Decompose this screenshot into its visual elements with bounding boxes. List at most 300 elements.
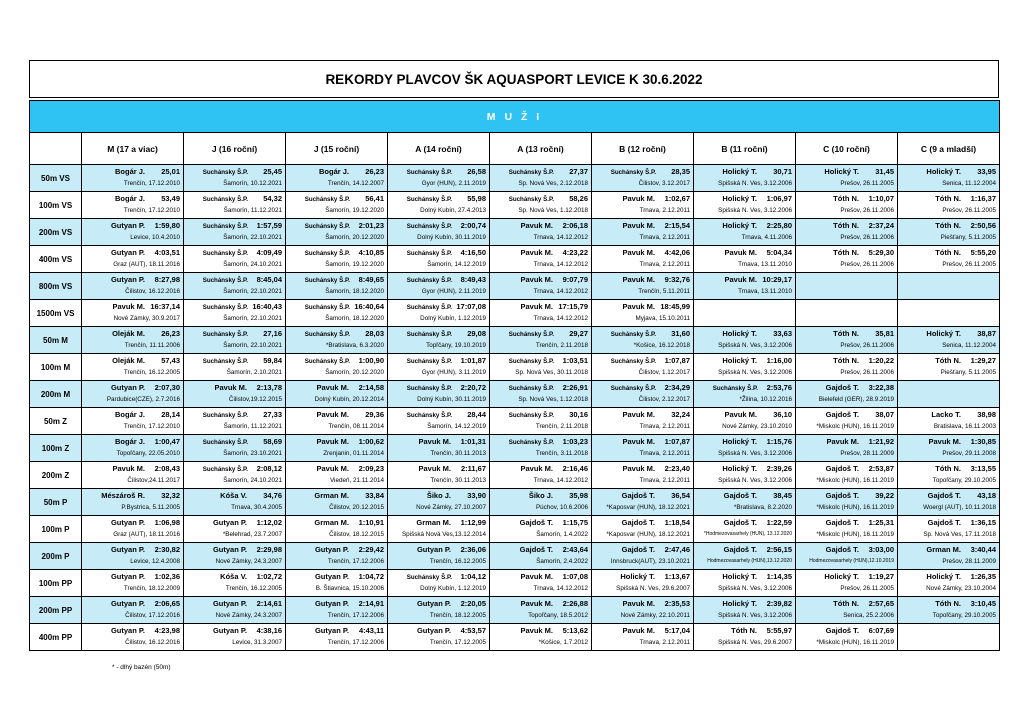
swimmer-name: Suchánsky Š.P.	[202, 358, 248, 365]
record-place-date: Čilistov, 18.12.2015	[329, 531, 384, 538]
record-place-date: Čilistov, 1.12.2017	[638, 369, 690, 376]
swimmer-name: Gutyan P.	[416, 545, 451, 554]
record-time: 30,71	[773, 167, 792, 176]
record-place-date: Dolný Kubín, 27.4.2013	[420, 207, 486, 214]
record-top-line	[390, 329, 486, 340]
swimmer-name: Suchánsky Š.P.	[406, 574, 452, 581]
record-top-line	[594, 599, 690, 610]
record-place-date: Sp. Nová Ves, 30.11.2018	[515, 369, 588, 376]
swimmer-name: Suchánsky Š.P.	[202, 331, 248, 338]
record-time: 2:23,40	[664, 464, 690, 473]
record-time: 2:14,58	[358, 383, 384, 392]
category-header: B (12 roční)	[592, 133, 694, 165]
swimmer-name: Gutyan P.	[212, 545, 247, 554]
record-place-date: Trenčín, 14.12.2007	[327, 180, 384, 187]
record-time: 33,84	[365, 491, 384, 500]
record-time: 1:04,72	[358, 572, 384, 581]
record-time: 1:30,85	[970, 437, 997, 446]
record-place-date: *Miskolc (HUN), 16.11.2019	[816, 639, 894, 646]
record-cell	[82, 354, 184, 381]
record-top-line	[696, 599, 792, 610]
record-top-line	[798, 572, 894, 583]
record-cell	[592, 624, 694, 651]
swimmer-name: Suchánsky Š.P.	[406, 169, 452, 176]
swimmer-name: Suchánsky Š.P.	[202, 466, 248, 473]
record-cell	[796, 543, 898, 570]
swimmer-name: Suchánsky Š.P.	[202, 169, 248, 176]
records-table	[29, 100, 1000, 651]
record-time: 2:07,30	[154, 383, 180, 392]
record-place-date: Trnava, 14.12.2012	[533, 315, 588, 322]
record-time: 1:25,31	[868, 518, 894, 527]
record-top-line	[84, 275, 180, 286]
record-time: 1:10,07	[868, 194, 894, 203]
record-cell	[694, 192, 796, 219]
swimmer-name: Gutyan P.	[110, 275, 145, 284]
record-time: 17:07,08	[456, 302, 486, 311]
record-time: 4:03,51	[154, 248, 180, 257]
record-place-date: Prešov, 26.11.2006	[840, 234, 894, 241]
record-top-line	[594, 626, 690, 637]
record-time: 3:10,45	[970, 599, 997, 608]
record-top-line	[186, 302, 282, 313]
record-place-date: Innsbruck(AUT), 23.10.2021	[610, 558, 690, 565]
record-place-date: Šamorín, 22.10.2021	[223, 342, 282, 349]
record-top-line	[288, 545, 384, 556]
swimmer-name: Pavuk M.	[622, 437, 655, 446]
record-time: 10:29,17	[762, 275, 792, 284]
swimmer-name: Suchánsky Š.P.	[202, 223, 248, 230]
record-time: 31,60	[671, 329, 690, 338]
record-place-date: Šamorín, 14.12.2019	[427, 423, 486, 430]
event-label: 200m P	[30, 543, 82, 570]
record-top-line	[186, 410, 282, 421]
record-cell	[82, 381, 184, 408]
record-place-date: Šamorín, 22.10.2021	[223, 234, 282, 241]
record-time: 2:53,87	[868, 464, 894, 473]
record-cell	[490, 543, 592, 570]
swimmer-name: Pavuk M.	[112, 464, 145, 473]
swimmer-name: Pavuk M.	[520, 464, 553, 473]
swimmer-name: Holický T.	[824, 572, 859, 581]
record-place-date: Trnava, 2.12.2011	[639, 423, 690, 430]
record-time: 1:00,47	[154, 437, 180, 446]
record-time: 53,49	[161, 194, 180, 203]
record-time: 1:00,62	[358, 437, 384, 446]
swimmer-name: Gajdoš T.	[621, 545, 655, 554]
swimmer-name: Suchánsky Š.P.	[304, 250, 350, 257]
record-time: 16:40,43	[252, 302, 282, 311]
record-time: 9:07,79	[562, 275, 588, 284]
swimmer-name: Suchánsky Š.P.	[202, 412, 248, 419]
record-cell	[286, 408, 388, 435]
record-place-date: Pardubice(CZE), 2.7.2016	[106, 396, 180, 403]
event-label: 50m Z	[30, 408, 82, 435]
swimmer-name: Gajdoš T.	[621, 518, 655, 527]
record-place-date: Nové Zámky, 27.10.2007	[416, 504, 486, 511]
record-time: 5:55,20	[970, 248, 997, 257]
swimmer-name: Suchánsky Š.P.	[304, 358, 350, 365]
record-cell	[490, 597, 592, 624]
record-time: 38,45	[773, 491, 792, 500]
swimmer-name: Pavuk M.	[724, 410, 757, 419]
record-time: 4:43,11	[358, 626, 384, 635]
record-cell	[898, 408, 1000, 435]
record-top-line	[492, 626, 588, 637]
record-time: 32,24	[671, 410, 690, 419]
record-top-line	[288, 464, 384, 475]
record-top-line	[696, 410, 792, 421]
record-cell	[184, 246, 286, 273]
record-place-date: Čilistov, 3.12.2017	[638, 180, 690, 187]
record-cell	[592, 219, 694, 246]
record-place-date: Šamorín, 23.10.2021	[223, 450, 282, 457]
record-place-date: Graz (AUT), 18.11.2016	[113, 531, 180, 538]
record-cell	[592, 327, 694, 354]
record-cell	[184, 273, 286, 300]
event-label: 50m M	[30, 327, 82, 354]
swimmer-name: Pavuk M.	[520, 572, 553, 581]
record-cell	[490, 381, 592, 408]
category-header: C (9 a mladší)	[898, 133, 1000, 165]
record-cell	[286, 435, 388, 462]
record-time: 4:42,06	[664, 248, 690, 257]
category-header-row	[30, 133, 1000, 165]
record-place-date: Spišská N. Ves, 3.12.2006	[718, 369, 792, 376]
record-top-line	[84, 302, 180, 313]
swimmer-name: Tóth N.	[935, 599, 962, 608]
record-top-line	[594, 383, 690, 394]
swimmer-name: Kóša V.	[220, 491, 247, 500]
swimmer-name: Gutyan P.	[314, 599, 349, 608]
record-time: 8:27,98	[154, 275, 180, 284]
swimmer-name: Pavuk M.	[622, 599, 655, 608]
swimmer-name: Grman M.	[416, 518, 451, 527]
record-place-date: Čilistov, 20.12.2015	[329, 504, 384, 511]
record-place-date: Trenčín, 17.12.2010	[123, 180, 180, 187]
record-time: 1:18,54	[664, 518, 690, 527]
record-time: 1:06,98	[154, 518, 180, 527]
record-cell	[490, 408, 592, 435]
record-time: 3:03,00	[868, 545, 894, 554]
record-cell	[388, 327, 490, 354]
record-top-line	[594, 248, 690, 259]
record-place-date: Prešov, 26.11.2005	[942, 207, 997, 214]
swimmer-name: Pavuk M.	[520, 275, 553, 284]
record-top-line	[492, 599, 588, 610]
record-time: 35,98	[569, 491, 588, 500]
record-top-line	[798, 518, 894, 529]
record-cell	[592, 246, 694, 273]
record-time: 28,35	[671, 167, 690, 176]
record-time: 1:59,80	[154, 221, 180, 230]
swimmer-name: Tóth N.	[833, 221, 859, 230]
record-place-date: Woergl (AUT), 10.11.2018	[923, 504, 997, 511]
record-top-line	[186, 626, 282, 637]
record-place-date: Trnava, 14.12.2012	[533, 261, 588, 268]
swimmer-name: Tóth N.	[731, 626, 757, 635]
record-place-date: Šamorín, 24.10.2021	[223, 477, 282, 484]
record-time: 1:12,02	[256, 518, 282, 527]
event-label: 100m P	[30, 516, 82, 543]
record-cell	[286, 192, 388, 219]
swimmer-name: Grman M.	[314, 518, 349, 527]
record-row	[30, 462, 1000, 489]
record-cell	[592, 354, 694, 381]
record-top-line	[84, 518, 180, 529]
category-header: A (14 roční)	[388, 133, 490, 165]
record-top-line	[492, 329, 588, 340]
record-cell	[898, 516, 1000, 543]
record-place-date: Graz (AUT), 18.11.2016	[113, 261, 180, 268]
header-corner	[30, 133, 82, 165]
record-cell	[694, 597, 796, 624]
event-label: 100m PP	[30, 570, 82, 597]
record-top-line	[594, 329, 690, 340]
record-time: 55,98	[467, 194, 486, 203]
record-place-date: Prešov, 28.11.2009	[840, 450, 894, 457]
swimmer-name: Suchánsky Š.P.	[508, 169, 554, 176]
record-top-line	[186, 572, 282, 583]
record-cell	[592, 597, 694, 624]
record-cell	[184, 543, 286, 570]
record-cell	[388, 246, 490, 273]
record-top-line	[84, 221, 180, 232]
record-time: 2:34,29	[664, 383, 690, 392]
record-place-date: *Košice, 1.7.2012	[538, 639, 588, 646]
record-place-date: Nové Zámky, 23.10.2004	[926, 585, 997, 592]
record-cell	[286, 570, 388, 597]
record-place-date: Šamorín, 18.12.2020	[325, 315, 384, 322]
record-cell	[82, 408, 184, 435]
swimmer-name: Suchánsky Š.P.	[406, 277, 452, 284]
record-cell	[388, 489, 490, 516]
record-place-date: Nové Zámky, 24.3.2007	[215, 558, 282, 565]
swimmer-name: Gajdoš T.	[825, 410, 859, 419]
record-time: 1:01,87	[460, 356, 486, 365]
record-place-date: *Miskolc (HUN), 16.11.2019	[816, 504, 894, 511]
record-top-line	[492, 302, 588, 313]
record-top-line	[492, 464, 588, 475]
record-time: 2:36,06	[460, 545, 486, 554]
swimmer-name: Gutyan P.	[416, 626, 451, 635]
swimmer-name: Pavuk M.	[520, 248, 553, 257]
record-top-line	[186, 167, 282, 178]
swimmer-name: Lacko T.	[931, 410, 962, 419]
record-place-date: Trenčín, 17.12.2006	[327, 639, 384, 646]
record-time: 26,58	[467, 167, 486, 176]
record-cell	[184, 570, 286, 597]
record-top-line	[696, 167, 792, 178]
record-place-date: Prešov, 26.11.2006	[840, 261, 894, 268]
swimmer-name: Gajdoš T.	[723, 518, 757, 527]
swimmer-name: Suchánsky Š.P.	[406, 250, 452, 257]
record-time: 2:06,18	[562, 221, 588, 230]
record-time: 4:38,16	[256, 626, 282, 635]
swimmer-name: Holický T.	[824, 167, 859, 176]
swimmer-name: Holický T.	[926, 167, 962, 176]
category-header: B (11 roční)	[694, 133, 796, 165]
record-place-date: Hodmezovasarhely (HUN),12.10.2019	[809, 558, 894, 564]
record-top-line	[492, 437, 588, 448]
record-place-date: Sp. Nová Ves, 1.12.2018	[518, 396, 588, 403]
category-header: M (17 a viac)	[82, 133, 184, 165]
record-place-date: Nové Zámky, 23.10.2010	[722, 423, 792, 430]
record-cell	[388, 273, 490, 300]
swimmer-name: Suchánsky Š.P.	[508, 331, 554, 338]
record-place-date: Trenčín, 17.12.2010	[123, 423, 180, 430]
swimmer-name: Holický T.	[722, 329, 757, 338]
record-cell	[388, 300, 490, 327]
record-place-date: Gyor (HUN), 3.11.2019	[421, 369, 486, 376]
record-place-date: Nové Zámky, 30.9.2017	[113, 315, 180, 322]
record-cell	[796, 246, 898, 273]
record-time: 30,16	[569, 410, 588, 419]
swimmer-name: Suchánsky Š.P.	[610, 358, 656, 365]
record-time: 2:15,54	[664, 221, 690, 230]
record-cell	[796, 381, 898, 408]
record-top-line	[492, 221, 588, 232]
record-cell	[82, 327, 184, 354]
swimmer-name: Bogár J.	[114, 167, 145, 176]
record-cell	[184, 462, 286, 489]
record-top-line	[900, 194, 996, 205]
record-place-date: Trenčín, 17.12.2006	[327, 558, 384, 565]
record-cell	[592, 273, 694, 300]
swimmer-name: Pavuk M.	[622, 410, 655, 419]
swimmer-name: Gutyan P.	[212, 518, 247, 527]
record-place-date: Topoľčany, 22.05.2010	[116, 450, 180, 457]
record-cell	[796, 327, 898, 354]
swimmer-name: Gajdoš T.	[519, 518, 553, 527]
record-cell	[286, 273, 388, 300]
record-time: 2:25,80	[766, 221, 792, 230]
record-time: 2:16,46	[562, 464, 588, 473]
record-time: 2:29,42	[358, 545, 384, 554]
record-time: 8:49,65	[358, 275, 384, 284]
record-top-line	[390, 626, 486, 637]
record-time: 2:29,98	[256, 545, 282, 554]
record-cell	[490, 300, 592, 327]
record-time: 8:49,43	[460, 275, 486, 284]
record-place-date: Trnava, 13.11.2010	[738, 288, 792, 295]
record-time: 1:02,67	[664, 194, 690, 203]
record-time: 1:16,00	[766, 356, 792, 365]
record-place-date: Spišská N. Ves, 3.12.2006	[718, 477, 792, 484]
record-cell	[184, 624, 286, 651]
swimmer-name: Gutyan P.	[212, 626, 247, 635]
record-time: 1:14,35	[766, 572, 792, 581]
swimmer-name: Tóth N.	[935, 221, 962, 230]
record-top-line	[186, 383, 282, 394]
record-cell	[694, 246, 796, 273]
record-top-line	[798, 221, 894, 232]
record-time: 1:21,92	[868, 437, 894, 446]
record-time: 36,54	[671, 491, 690, 500]
record-place-date: *Belehrad, 23.7.2007	[222, 531, 282, 538]
record-cell	[286, 624, 388, 651]
record-place-date: Nové Zámky, 22.10.2011	[620, 612, 690, 619]
record-time: 16:40,64	[354, 302, 384, 311]
record-time: 2:35,53	[664, 599, 690, 608]
record-time: 34,76	[263, 491, 282, 500]
record-time: 2:57,65	[868, 599, 894, 608]
swimmer-name: Pavuk M.	[622, 464, 655, 473]
swimmer-name: Šiko J.	[426, 491, 451, 500]
record-cell	[286, 246, 388, 273]
record-time: 29,08	[467, 329, 486, 338]
record-place-date: Trnava, 4.11.2006	[741, 234, 792, 241]
record-place-date: Trenčín, 5.11.2011	[638, 288, 690, 295]
record-top-line	[696, 221, 792, 232]
record-place-date: Čilistov, 2.12.2017	[638, 396, 690, 403]
record-time: 58,26	[569, 194, 588, 203]
record-cell	[490, 489, 592, 516]
record-top-line	[84, 167, 180, 178]
record-time: 2:14,91	[358, 599, 384, 608]
record-top-line	[594, 437, 690, 448]
record-top-line	[798, 464, 894, 475]
record-cell	[796, 516, 898, 543]
record-top-line	[84, 410, 180, 421]
event-label: 400m VS	[30, 246, 82, 273]
record-place-date: Trnava, 14.12.2012	[533, 234, 588, 241]
record-time: 2:53,76	[766, 383, 792, 392]
record-cell	[184, 516, 286, 543]
record-cell	[592, 435, 694, 462]
record-place-date: Trenčín, 30.11.2013	[430, 450, 486, 457]
event-label: 400m PP	[30, 624, 82, 651]
record-cell	[796, 192, 898, 219]
record-cell	[82, 273, 184, 300]
swimmer-name: Tóth N.	[833, 194, 859, 203]
record-cell	[796, 219, 898, 246]
record-cell	[388, 219, 490, 246]
swimmer-name: Suchánsky Š.P.	[406, 412, 452, 419]
record-top-line	[288, 167, 384, 178]
record-cell	[388, 543, 490, 570]
record-top-line	[390, 383, 486, 394]
record-place-date: Nové Zámky, 24.3.2007	[215, 612, 282, 619]
record-cell	[694, 273, 796, 300]
record-place-date: Gyor (HUN), 2.11.2019	[421, 180, 486, 187]
record-cell	[82, 543, 184, 570]
record-top-line	[288, 329, 384, 340]
record-time: 2:13,78	[256, 383, 282, 392]
record-place-date: Trenčín, 16.12.2005	[123, 369, 180, 376]
record-cell	[898, 192, 1000, 219]
record-cell	[490, 246, 592, 273]
record-cell	[286, 489, 388, 516]
record-cell	[898, 165, 1000, 192]
swimmer-name: Gutyan P.	[110, 248, 145, 257]
record-place-date: Trnava, 14.12.2012	[533, 477, 588, 484]
event-label: 800m VS	[30, 273, 82, 300]
record-cell	[694, 354, 796, 381]
record-place-date: Trenčín, 18.12.2005	[429, 612, 486, 619]
record-top-line	[696, 329, 792, 340]
record-time: 1:07,87	[664, 356, 690, 365]
record-place-date: Púchov, 10.6.2006	[535, 504, 588, 511]
swimmer-name: Suchánsky Š.P.	[508, 196, 554, 203]
record-place-date: Hodmezovasarhely (HUN),13.12.2020	[707, 558, 792, 564]
record-top-line	[288, 491, 384, 502]
record-place-date: Šamorín, 20.12.2020	[325, 369, 384, 376]
record-top-line	[798, 167, 894, 178]
record-top-line	[390, 545, 486, 556]
record-row	[30, 624, 1000, 651]
record-top-line	[288, 518, 384, 529]
